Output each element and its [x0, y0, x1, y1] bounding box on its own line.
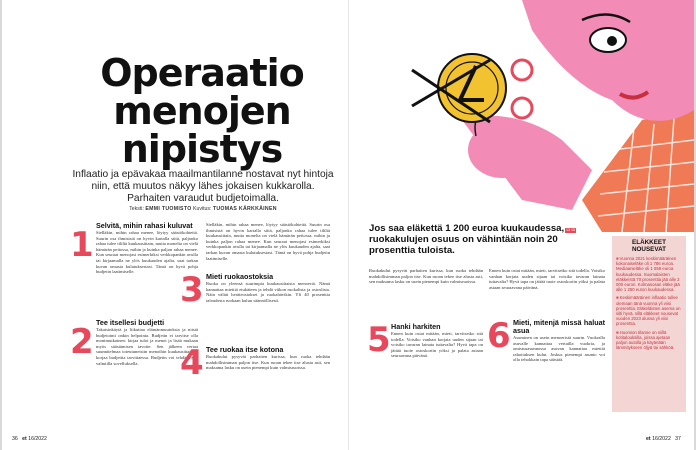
section-number: 5: [367, 320, 391, 360]
magazine-spread: [2, 0, 694, 450]
article-headline: [62, 51, 342, 171]
issue-number: 16/2022: [652, 436, 671, 442]
headline-line-2: menojen: [113, 89, 291, 133]
page-number: 37: [675, 436, 681, 442]
page-number: 36: [12, 436, 18, 442]
sidebar-item: ■Keskimääräinen inflaatio tullee olemaan tänä vuonna yli viisi prosenttia. Eläkeläisten asema on silti hyvä, sillä eläkkeet nousevat vuoden 2023 alussa yli viisi prosenttia.: [616, 295, 681, 327]
section-4: [180, 343, 330, 383]
pupil-shape: [607, 36, 617, 46]
illustration-tag: 13 15: [566, 228, 575, 232]
pull-quote: Jos saa eläkettä 1 200 euroa kuukaudessa, ruokakulujen osuus on vähintään noin 20 prosenttia tuloista.: [369, 223, 565, 256]
sidebar-box: [612, 236, 686, 412]
section-number: 3: [180, 270, 204, 310]
sidebar-title: ELÄKKEET NOUSEVAT: [631, 239, 667, 253]
folio-right: [646, 436, 681, 442]
column-2: [180, 222, 330, 383]
column-3: [369, 268, 483, 360]
magazine-logo: et: [646, 436, 651, 442]
section-body: Ruokakulut pysyvät parhaiten kurissa, kun ruoka tehdään mahdollisimman paljon itse. Kun ruoan tekee itse alusta asti, sen maksama lasku on usein pienempi kuin valmisruoissa.: [206, 354, 330, 371]
section-3: [180, 270, 330, 345]
section-number: 6: [487, 316, 511, 356]
section-number: 4: [180, 343, 204, 383]
section-title: Tee ruokaa itse kotona: [206, 345, 284, 354]
lead-paragraph: Inflaatio ja epävakaa maailmantilanne nostavat nyt hintoja niin, että muutos näkyy lähes jokaisen kukkarolla. Parhaiten varaudut budjetoimalla.: [72, 169, 334, 205]
shirt-sleeve: [582, 108, 694, 232]
illus-credit-label: Kuvitus: [192, 206, 210, 212]
section-number: 1: [70, 225, 94, 265]
section-body-continued: Ruokakulut pysyvät parhaiten kurissa, kun ruoka tehdään mahdollisimman paljon itse. Kun ruoan tekee itse alusta asti, sen maksama lasku on usein pienempi kuin valmisruoissa.: [369, 268, 483, 285]
section-title: Tee itsellesi budjetti: [96, 318, 165, 327]
column-4: [489, 268, 605, 364]
headline-line-3: nipistys: [121, 127, 283, 171]
bullet-icon: ■: [616, 295, 619, 301]
section-body: Ennen kuin ostat mitään, mieti, tarvitsetko sitä todella. Voisiko vanhan korjata uuden sijaan tai voisiko tavaran lainata tuttavalta? Hyvä tapa on jättää tuote ostoskoriin yöksi ja palata asiaan seuraavana päivänä.: [391, 331, 483, 359]
section-6: [487, 316, 605, 363]
section-body: Takaisinkäytä ja liikuttaa elämänmuutoksia ja niistä budjetointi onkin helpointa. Budjetin ei tarvitse olla monimutkainen: kirjaa tulot ja menot ja lisää mukaan myös säästämisen tavoite. Sen jälkeen vertaa suunnitelmaa toteutuneisiin menoihin kuukausittain ja korjaa budjettia tarvittaessa. Budjetin voi tehdä myös valmiilla sovelluksella.: [96, 327, 198, 366]
folio-left: [12, 436, 47, 442]
coin-hand-illustration: [372, 0, 694, 232]
section-5: [367, 320, 483, 360]
page-gutter: [348, 0, 349, 450]
bullet-icon: ■: [616, 329, 619, 335]
issue-number: 16/2022: [28, 436, 47, 442]
bullet-icon: ■: [616, 256, 619, 261]
section-body: Sielläkin, mihin rahaa menee, löytyy säästökohteitä. Suurin osa ihmisistä on hyvin kartalla siitä, paljonko rahaa tulee tililtä kuukausittain, mutta monelta on vielä hämärän peitossa, mihin ja kuinka paljon rahaa menee. Kun seuraat menojasi esimerkiksi verkkopankin avulla tai kirjaamalla ne ylös kuukauden ajalta, saat tarkan kuvan omasta kulutuksestasi. Tämä on hyvä pohja budjetin laatimiselle.: [96, 230, 198, 275]
illus-credit-author: TUOMAS KÄRKKÄINEN: [212, 206, 277, 212]
section-body: Asuminen on usein menoeristä suurin. Vuokralla asuvalle kannattaa vertailla vuokria, ja omistusasunnossa asuvan kannattaa miettiä rahoituksen kulut. Joskus pienempi asunto voi olla tehokkain tapa säästää.: [513, 335, 605, 363]
text-credit-author: EMMI TUOMISTO: [145, 206, 192, 212]
section-title: Mieti ruokaostoksia: [206, 272, 274, 281]
section-body-continued: Sielläkin, mihin rahaa menee, löytyy säästökohteitä. Suurin osa ihmisistä on hyvin kartalla siitä, paljonko rahaa tulee tililtä kuukausittain, mutta monelta on vielä hämärän peitossa, mihin ja kuinka paljon rahaa menee. Kun seuraat menojasi esimerkiksi verkkopankin avulla tai kirjaamalla ne ylös kuukauden ajalta, saat tarkan kuvan omasta kulutuksestasi. Tämä on hyvä pohja budjetin laatimiselle.: [206, 222, 330, 261]
sidebar-item: ■Vuonna 2021 keskimääräinen kokonaiseläke oli 1 786 euroa. Mediaanieläke oli 1 559 euroa kuukaudessa. Suomalaisten eläkkeistä 70 prosenttia jää alle 2 000 euron. Kolmasosan eläke jää alle 1 250 euron kuukaudessa.: [616, 256, 680, 293]
sidebar-item: ■Huomion tilanne on niillä kotitalouksilla, joissa ajetaan paljon autolla ja käytetään lämmitykseen öljyä tai sähköä.: [616, 329, 675, 351]
section-body-continued: Ennen kuin ostat mitään, mieti, tarvitsetko sitä todella. Voisiko vanhan korjata uuden sijaan tai voisiko tavaran lainata tuttavalta? Hyvä tapa on jättää tuote ostoskoriin yöksi ja palata asiaan seuraavana päivänä.: [489, 268, 605, 290]
hand-shape: [468, 122, 536, 178]
text-credit-label: Teksti: [129, 206, 143, 212]
section-body: Ruoka on yleensä suurimpia kuukausittaisia menoeriä. Nämä kannattaa miettiä etukäteen ja tehdä viikon ruokalista ja ostoslista. Näin vältät heräteostokset ja ruokahävikin. Yli 40 prosenttia taloudesta ruokaan kuluu säännöllisesti.: [206, 281, 330, 303]
headline-line-1: Operaatio: [100, 51, 304, 95]
magazine-logo: et: [22, 436, 27, 442]
byline: Teksti: EMMI TUOMISTO Kuvitus: TUOMAS KÄRKKÄINEN: [129, 206, 277, 212]
section-number: 2: [70, 322, 94, 362]
face-shape: [522, 0, 694, 121]
section-title: Hanki harkiten: [391, 322, 441, 331]
section-title: Selvitä, mihin rahasi kuluvat: [96, 221, 193, 230]
section-title: Mieti, mitenjä missä haluat asua: [513, 318, 605, 335]
